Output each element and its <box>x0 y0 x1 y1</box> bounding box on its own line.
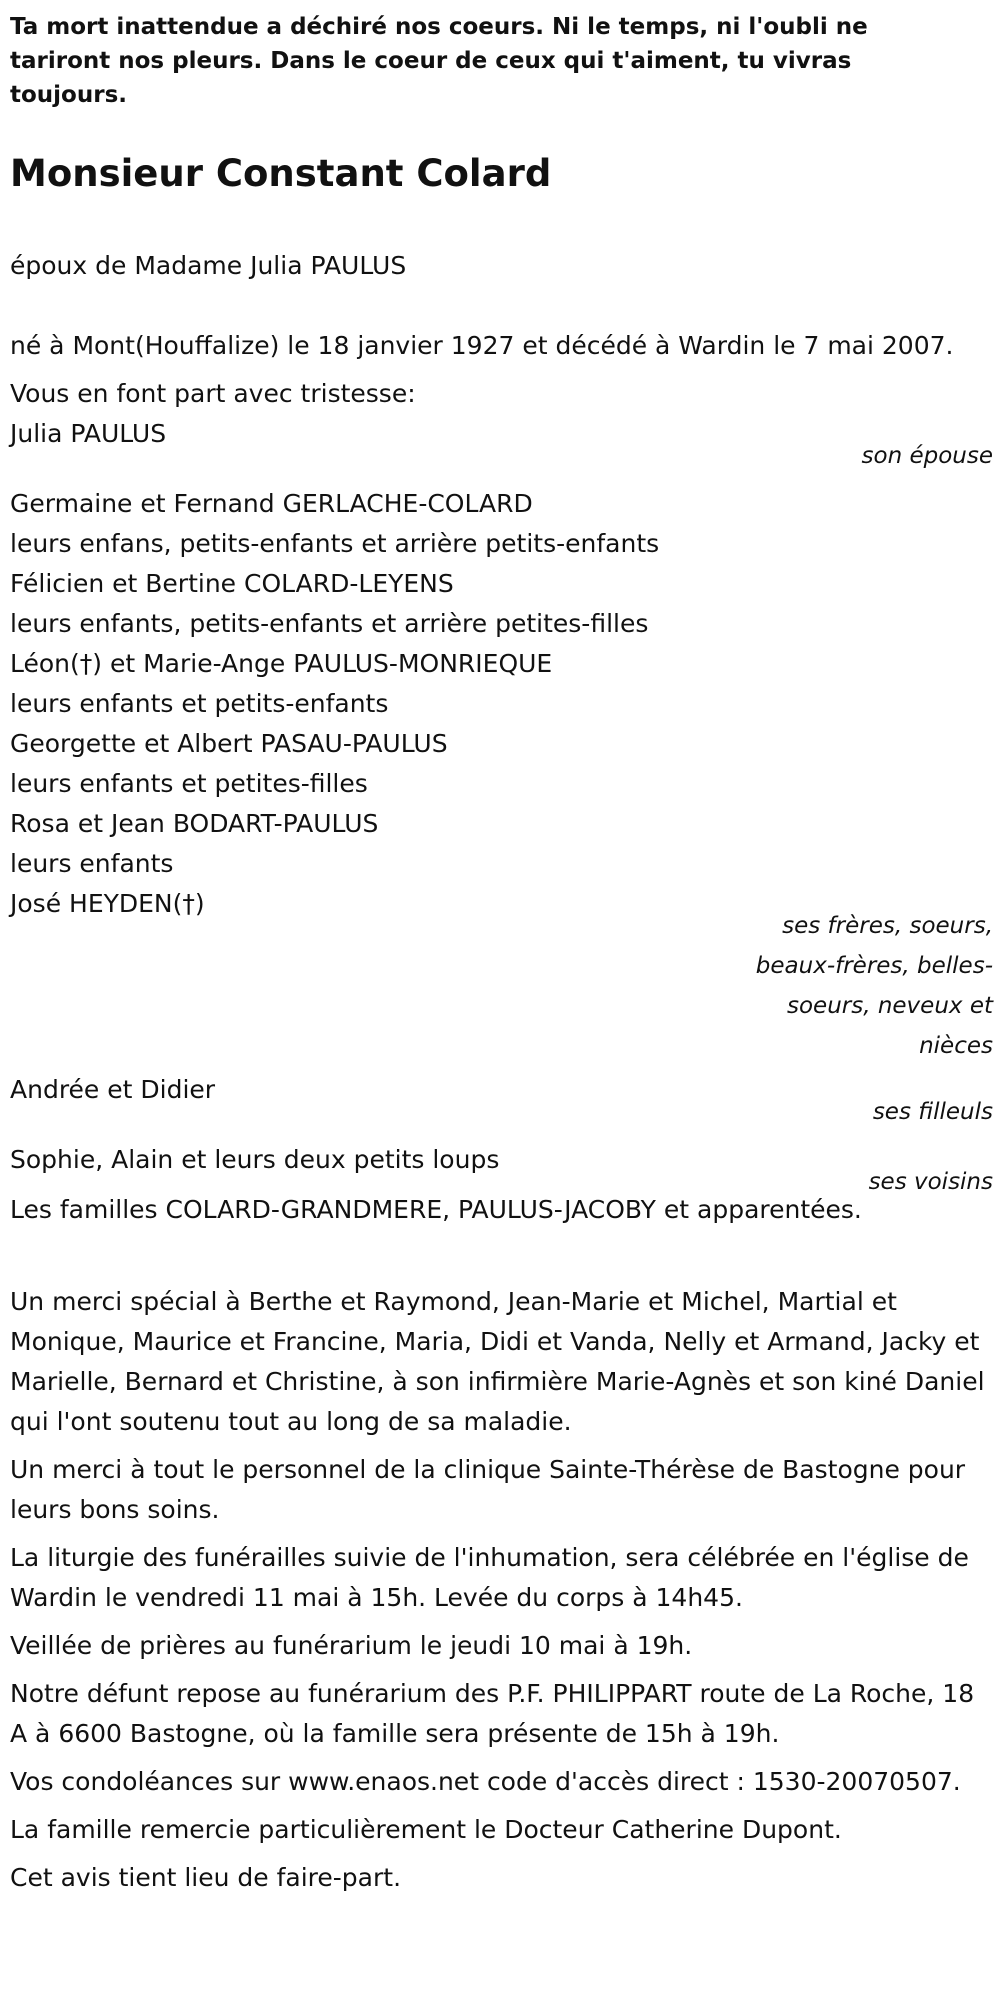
birth-death-line: né à Mont(Houffalize) le 18 janvier 1927 et décédé à Wardin le 7 mai 2007. <box>10 331 954 360</box>
deceased-name: Monsieur Constant Colard <box>10 152 552 195</box>
family-line: leurs enfants et petites-filles <box>10 769 368 798</box>
announce-intro: Vous en font part avec tristesse: <box>10 379 416 408</box>
godchildren-names: Andrée et Didier <box>10 1075 216 1104</box>
families-line: Les familles COLARD-GRANDMERE, PAULUS-JACOBY et apparentées. <box>10 1195 862 1224</box>
family-line: leurs enfants et petits-enfants <box>10 689 389 718</box>
neighbours-label: ses voisins <box>868 1169 993 1195</box>
spouse-name: Julia PAULUS <box>10 419 167 448</box>
repose-info: Notre défunt repose au funérarium des P.F. PHILIPPART route de La Roche, 18 A à 6600 Bastogne, où la famille sera présente de 15h à 19h. <box>10 1679 975 1748</box>
family-line: Léon(†) et Marie-Ange PAULUS-MONRIEQUE <box>10 649 553 678</box>
vigil-info: Veillée de prières au funérarium le jeudi 10 mai à 19h. <box>10 1631 693 1660</box>
family-line: leurs enfans, petits-enfants et arrière petits-enfants <box>10 529 660 558</box>
neighbours-names: Sophie, Alain et leurs deux petits loups <box>10 1145 500 1174</box>
family-line: Félicien et Bertine COLARD-LEYENS <box>10 569 454 598</box>
family-label: ses frères, soeurs, beaux-frères, belles-soeurs, neveux et nièces <box>755 913 993 1059</box>
family-line: Georgette et Albert PASAU-PAULUS <box>10 729 448 758</box>
family-list <box>10 484 1000 924</box>
clinic-thanks: Un merci à tout le personnel de la clinique Sainte-Thérèse de Bastogne pour leurs bons soins. <box>10 1455 966 1524</box>
special-thanks: Un merci spécial à Berthe et Raymond, Jean-Marie et Michel, Martial et Monique, Maurice et Francine, Maria, Didi et Vanda, Nelly et Armand, Jacky et Marielle, Bernard et Christine, à son infirmière Marie-Agnès et son kiné Daniel qui l'ont soutenu tout au long de sa maladie. <box>10 1287 985 1436</box>
family-line: Rosa et Jean BODART-PAULUS <box>10 809 379 838</box>
obituary-notice <box>10 0 1000 1898</box>
epigraph: Ta mort inattendue a déchiré nos coeurs. Ni le temps, ni l'oubli ne tariront nos pleurs. Dans le coeur de ceux qui t'aiment, tu vivras toujours. <box>10 14 868 108</box>
closing-note: Cet avis tient lieu de faire-part. <box>10 1863 402 1892</box>
doctor-thanks: La famille remercie particulièrement le Docteur Catherine Dupont. <box>10 1815 842 1844</box>
family-label-wrap <box>10 906 993 1066</box>
family-line: José HEYDEN(†) <box>10 889 205 918</box>
spouse-label: son épouse <box>861 443 993 469</box>
family-line: leurs enfants <box>10 849 174 878</box>
family-line: Germaine et Fernand GERLACHE-COLARD <box>10 489 533 518</box>
condolences-info: Vos condoléances sur www.enaos.net code d'accès direct : 1530-20070507. <box>10 1767 961 1796</box>
spouse-line: époux de Madame Julia PAULUS <box>10 251 407 280</box>
family-line: leurs enfants, petits-enfants et arrière petites-filles <box>10 609 649 638</box>
godchildren-label: ses filleuls <box>872 1099 993 1125</box>
liturgy-info: La liturgie des funérailles suivie de l'inhumation, sera célébrée en l'église de Wardin le vendredi 11 mai à 15h. Levée du corps à 14h45. <box>10 1543 969 1612</box>
